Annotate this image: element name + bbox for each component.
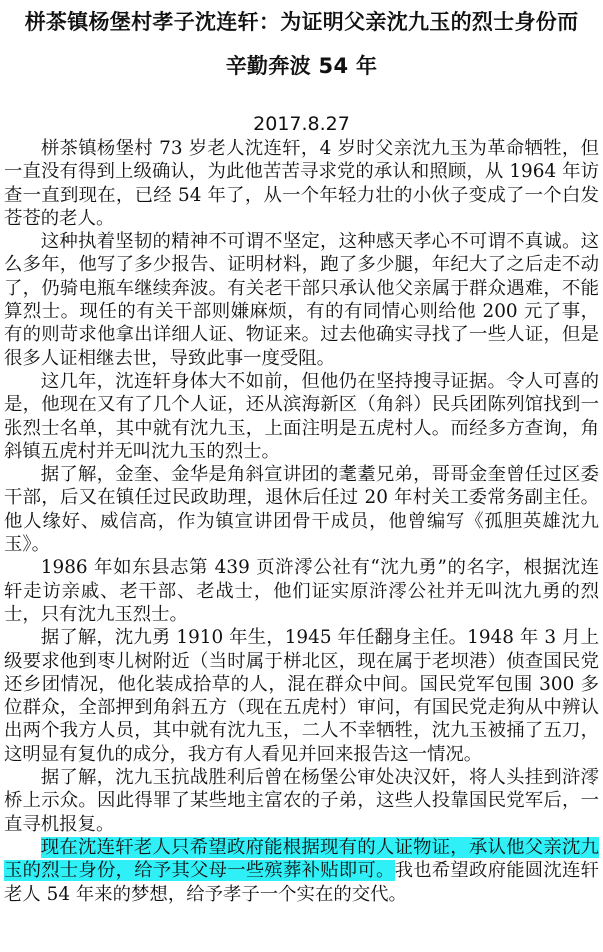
paragraph-1: 栟茶镇杨堡村 73 岁老人沈连轩，4 岁时父亲沈九玉为革命牺牲，但一直没有得到上级确认，为此他苦苦寻求党的承认和照顾，从 1964 年访查一直到现在，已经 54 年了，从一个年轻力壮的小伙子变成了一个白发苍苍的老人。 (4, 138, 599, 229)
article-title (0, 0, 603, 88)
article-date: 2017.8.27 (253, 113, 350, 135)
paragraph-4: 据了解，金奎、金华是角斜宣讲团的耄耋兄弟，哥哥金奎曾任过区委干部，后又在镇任过民政助理，退休后任过 20 年村关工委常务副主任。他人缘好、威信高，作为镇宣讲团骨干成员，他曾编写《孤胆英雄沈九玉》。 (4, 464, 599, 556)
paragraph-3: 这几年，沈连轩身体大不如前，但他仍在坚持搜寻证据。令人可喜的是，他现在又有了几个人证，还从滨海新区（角斜）民兵团陈列馆找到一张烈士名单，其中就有沈九玉，上面注明是五虎村人。而经多方查询，角斜镇五虎村并无叫沈九玉的烈士。 (4, 370, 599, 462)
article-body (4, 137, 599, 906)
paragraph-8-rest: 我也希望政府能圆沈连轩老人 54 年来的梦想，给予孝子一个实在的交代。 (4, 860, 599, 905)
article-title-line-1: 栟茶镇杨堡村孝子沈连轩：为证明父亲沈九玉的烈士身份而 (24, 10, 579, 34)
paragraph-6: 据了解，沈九勇 1910 年生，1945 年任翻身主任。1948 年 3 月上级要求他到枣儿树附近（当时属于栟北区，现在属于老坝港）侦查国民党还乡团情况，他化装成拾草的人，混在群众中间。国民党军包围 300 多位群众，全部押到角斜五方（现在五虎村）审问，有国民党走狗从中辨认出两个我方人员，其中就有沈九玉，二人不幸牺牲，沈九玉被捅了五刀，这明显有复仇的成分，我方有人看见并回来报告这一情况。 (4, 627, 599, 765)
paragraph-2: 这种执着坚韧的精神不可谓不坚定，这种感天孝心不可谓不真诚。这么多年，他写了多少报告、证明材料，跑了多少腿，年纪大了之后走不动了，仍骑电瓶车继续奔波。有关老干部只承认他父亲属于群众遇难，不能算烈士。现任的有关干部则嫌麻烦，有的有同情心则给他 200 元了事，有的则苛求他拿出详细人证、物证来。过去他确实寻找了一些人证，但是很多人证相继去世，导致此事一度受阻。 (4, 231, 599, 369)
paragraph-8 (4, 836, 599, 906)
highlighted-text: 现在沈连轩老人只希望政府能根据现有的人证物证，承认他父亲沈九玉的烈士身份，给予其父母一些殡葬补贴即可。 (4, 836, 599, 882)
article-title-line-2: 辛勤奔波 54 年 (225, 54, 378, 78)
paragraph-7: 据了解，沈九玉抗战胜利后曾在杨堡公审处决汉奸，将人头挂到浒澪桥上示众。因此得罪了某些地主富农的子弟，这些人投靠国民党军后，一直寻机报复。 (4, 767, 599, 835)
paragraph-5: 1986 年如东县志第 439 页浒澪公社有“沈九勇”的名字，根据沈连轩走访亲戚、老干部、老战士，他们证实原浒澪公社并无叫沈九勇的烈士，只有沈九玉烈士。 (4, 557, 599, 625)
